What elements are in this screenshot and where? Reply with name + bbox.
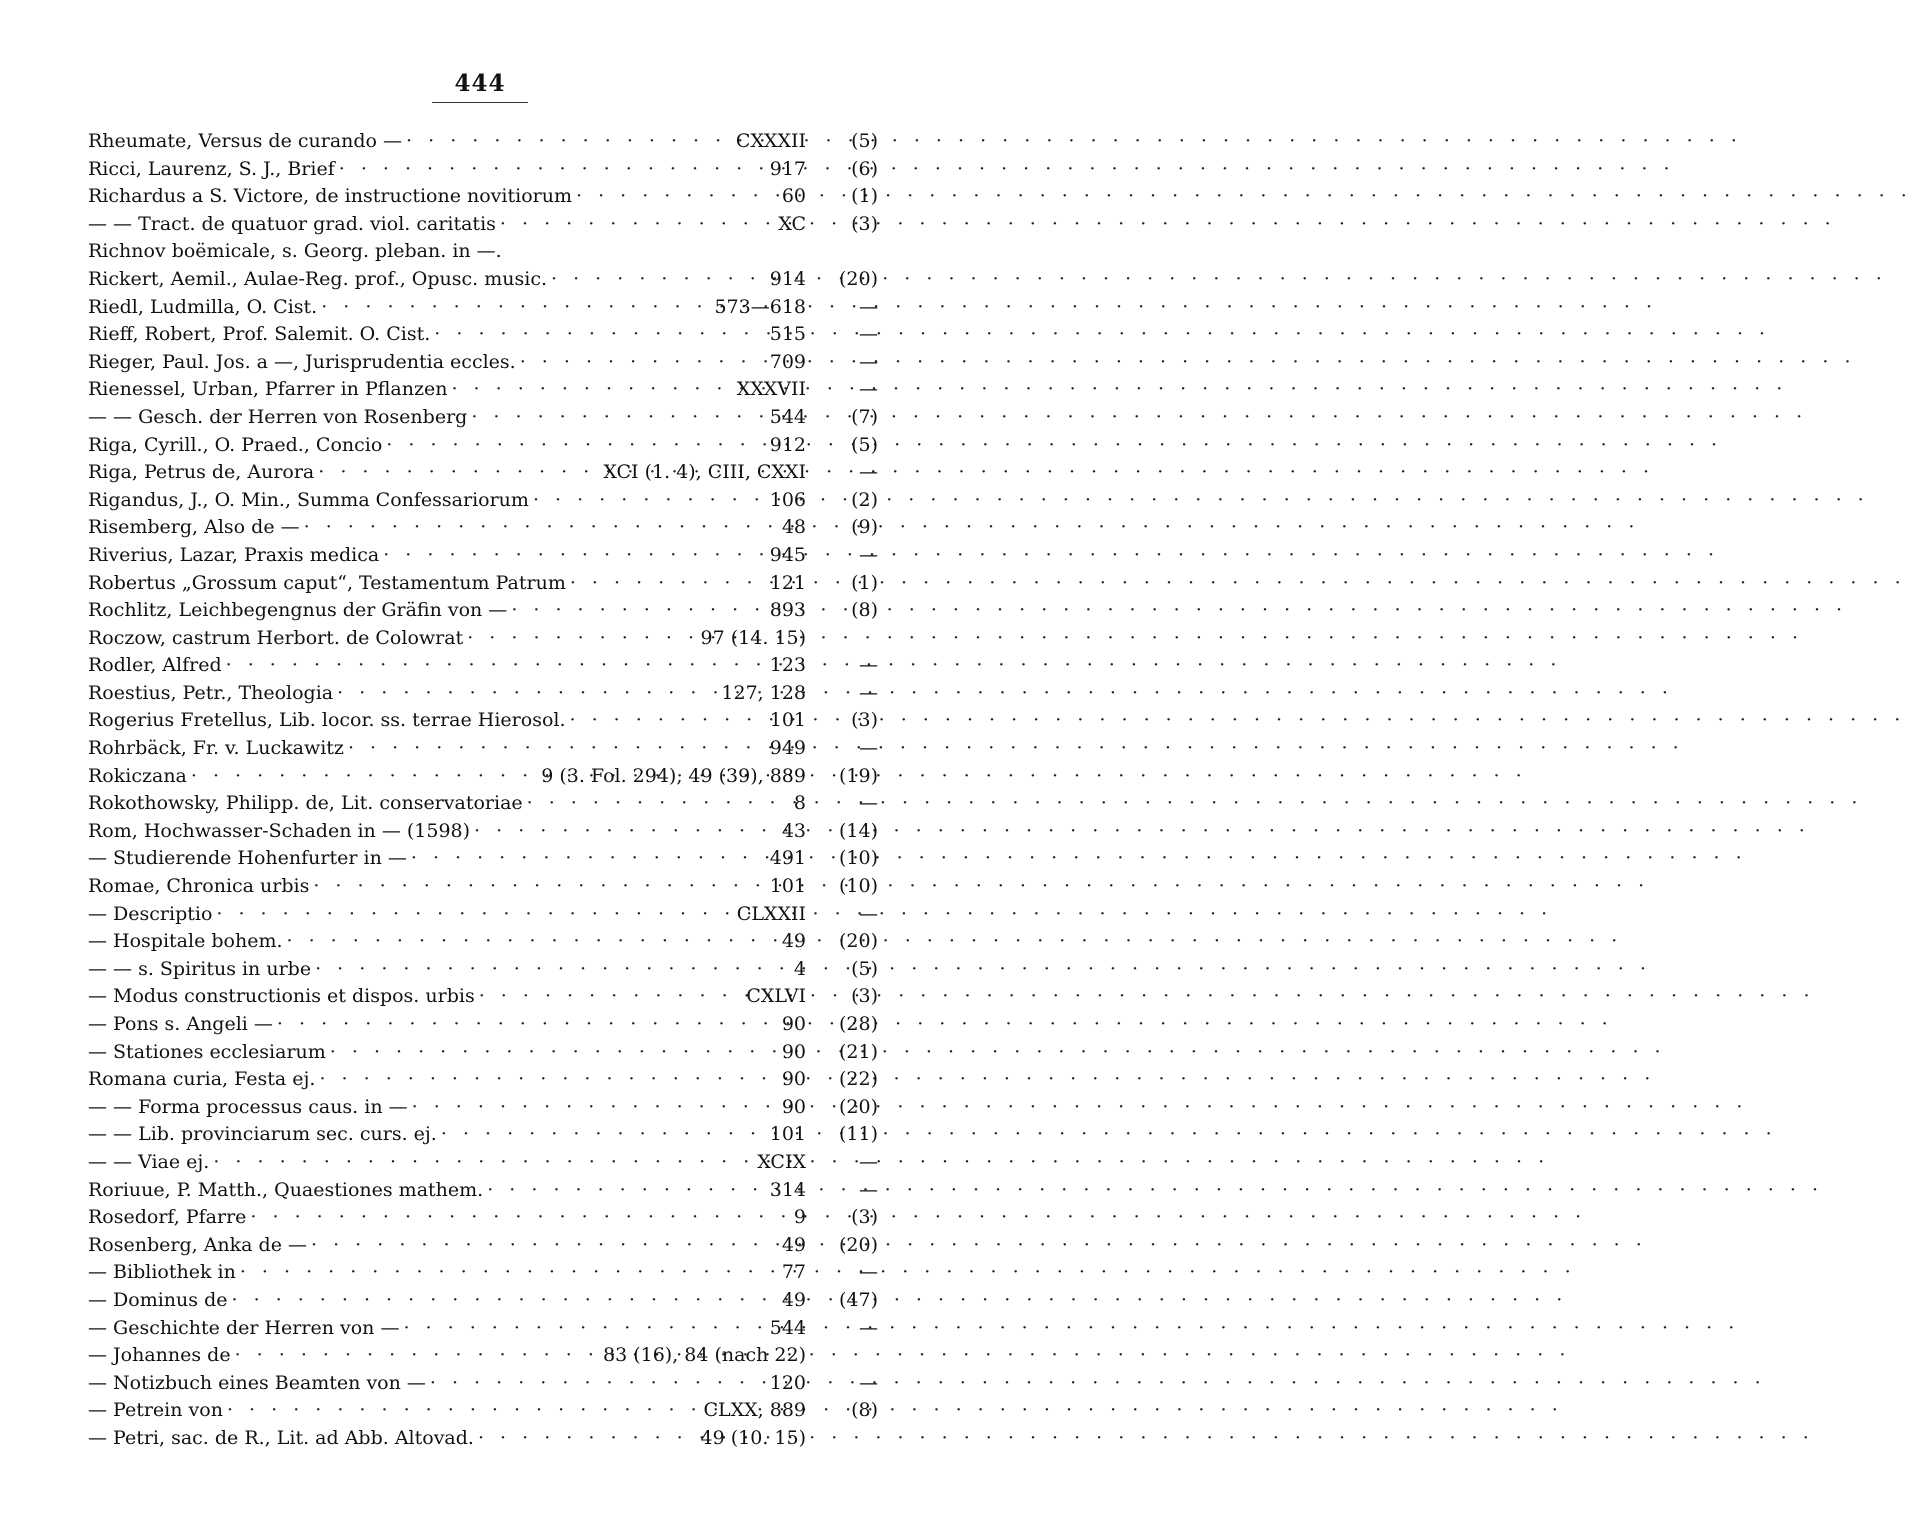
entry-heading: — — s. Spiritus in urbe — [88, 957, 312, 980]
entry-note: (9) — [851, 516, 878, 539]
entry-heading: Rosedorf, Pfarre — [88, 1206, 247, 1229]
index-entry — [88, 459, 878, 487]
leader-dots — [570, 707, 766, 735]
entry-note: (22) — [838, 1068, 878, 1091]
entry-note: (10) — [838, 847, 878, 870]
entry-heading: — Pons s. Angeli — — [88, 1013, 273, 1035]
entry-heading: Richnov boëmicale, s. Georg. pleban. in —. — [88, 240, 502, 263]
leader-dots — [527, 790, 790, 818]
index-entry — [88, 183, 878, 211]
index-entry — [88, 928, 878, 956]
entry-page-ref: 544 — [769, 1316, 806, 1339]
leader-dots — [348, 735, 766, 763]
index-entry — [88, 349, 878, 377]
index-entry — [88, 1259, 878, 1287]
leader-dots — [227, 1397, 699, 1425]
entry-note: — — [859, 681, 878, 704]
index-entry — [88, 707, 878, 735]
entry-note: — — [859, 1178, 878, 1201]
index-entry — [88, 901, 878, 929]
entry-heading: Rodler, Alfred — [88, 654, 222, 677]
entry-note: (2) — [851, 488, 878, 511]
entry-page-ref: 127, 128 — [721, 681, 806, 704]
index-entry — [88, 1287, 878, 1315]
entry-page-ref: 97 (14. 15) — [700, 626, 806, 649]
leader-dots — [533, 487, 766, 515]
entry-page-ref: 912 — [769, 433, 806, 456]
entry-page-ref: 90 — [781, 1095, 806, 1118]
entry-heading: Rosenberg, Anka de — — [88, 1233, 307, 1256]
index-entry — [88, 404, 878, 432]
entry-page-ref: 491 — [769, 847, 806, 870]
entry-heading: — Modus constructionis et dispos. urbis — [88, 985, 475, 1008]
entry-heading: Rohrbäck, Fr. v. Luckawitz — [88, 737, 344, 760]
entry-heading: — Stationes ecclesiarum — [88, 1040, 326, 1063]
entry-heading: Rieger, Paul. Jos. a —, Jurisprudentia eccles. — [88, 350, 516, 373]
entry-note: (28) — [838, 1013, 878, 1035]
entry-page-ref: XCIX — [757, 1150, 806, 1173]
index-entry — [88, 1204, 878, 1232]
index-entry — [88, 845, 878, 873]
entry-note: — — [859, 737, 878, 760]
index-entry — [88, 514, 878, 542]
entry-heading: — Studierende Hohenfurter in — — [88, 847, 407, 870]
index-entry — [88, 1066, 878, 1094]
entry-heading: Rickert, Aemil., Aulae-Reg. prof., Opusc. music. — [88, 267, 548, 290]
index-entry — [88, 128, 878, 156]
entry-heading: — Dominus de — [88, 1288, 228, 1311]
entry-page-ref: 90 — [781, 1068, 806, 1091]
entry-note: — — [859, 378, 878, 401]
entry-page-ref: 77 — [781, 1261, 806, 1284]
index-entry — [88, 1425, 878, 1453]
entry-heading: Roestius, Petr., Theologia — [88, 681, 334, 704]
leader-dots — [240, 1259, 778, 1287]
entry-note: (10) — [838, 875, 878, 898]
entry-heading: Rheumate, Versus de curando — — [88, 130, 403, 152]
entry-page-ref: 121 — [769, 571, 806, 594]
leader-dots — [318, 459, 599, 487]
entry-heading: — Hospitale bohem. — [88, 930, 283, 953]
entry-note: (8) — [851, 599, 878, 622]
index-entry — [88, 238, 878, 266]
entry-note: (14) — [838, 819, 878, 842]
entry-heading: Ricci, Laurenz, S. J., Brief — [88, 157, 335, 180]
leader-dots — [520, 349, 766, 377]
entry-page-ref: 515 — [769, 323, 806, 346]
entry-page-ref: 709 — [769, 350, 806, 373]
index-entry — [88, 542, 878, 570]
leader-dots — [500, 211, 774, 239]
index-entry — [88, 1177, 878, 1205]
entry-page-ref: XC — [778, 212, 806, 235]
entry-heading: Rom, Hochwasser-Schaden in — (1598) — [88, 819, 471, 842]
entry-page-ref: CLXXII — [736, 902, 806, 925]
index-entry — [88, 570, 878, 598]
index-entry — [88, 1039, 878, 1067]
entry-page-ref: 893 — [769, 599, 806, 622]
entry-heading: — — Tract. de quatuor grad. viol. caritatis — [88, 212, 496, 235]
index-entry — [88, 1232, 878, 1260]
index-entry — [88, 156, 878, 184]
entry-note: (19) — [838, 764, 878, 787]
entry-note: (11) — [838, 1123, 878, 1146]
leader-dots — [231, 1287, 777, 1315]
entry-page-ref: 917 — [769, 157, 806, 180]
leader-dots — [570, 570, 766, 598]
index-entry — [88, 790, 878, 818]
entry-page-ref: 106 — [769, 488, 806, 511]
entry-heading: Riga, Cyrill., O. Praed., Concio — [88, 433, 383, 456]
index-entry — [88, 873, 878, 901]
entry-note: (3) — [851, 1206, 878, 1229]
leader-dots — [412, 1094, 778, 1122]
entry-heading: Romana curia, Festa ej. — [88, 1068, 316, 1091]
leader-dots — [277, 1011, 778, 1039]
index-entry — [88, 625, 878, 653]
entry-note: (47) — [838, 1288, 878, 1311]
entry-page-ref: XXXVII — [736, 378, 806, 401]
entry-heading: Rokiczana — [88, 764, 187, 787]
entry-heading: — Descriptio — [88, 902, 213, 925]
leader-dots — [191, 763, 537, 791]
entry-page-ref: 945 — [769, 543, 806, 566]
entry-note: (20) — [838, 267, 878, 290]
entry-note: (7) — [851, 405, 878, 428]
index-entry — [88, 1094, 878, 1122]
leader-dots — [383, 542, 766, 570]
leader-dots — [478, 1425, 697, 1453]
index-entry — [88, 763, 878, 791]
entry-page-ref: 914 — [769, 267, 806, 290]
entry-note: (20) — [838, 1233, 878, 1256]
leader-dots — [487, 1177, 766, 1205]
entry-heading: Richardus a S. Victore, de instructione novitiorum — [88, 185, 572, 208]
leader-dots — [430, 1370, 766, 1398]
leader-dots — [386, 432, 765, 460]
entry-page-ref: CLXX, 889 — [703, 1399, 806, 1422]
entry-note: (5) — [851, 433, 878, 456]
entry-heading: Roriuue, P. Matth., Quaestiones mathem. — [88, 1178, 484, 1201]
leader-dots — [287, 928, 778, 956]
leader-dots — [511, 597, 765, 625]
index-entry — [88, 983, 878, 1011]
entry-heading: Rochlitz, Leichbegengnus der Gräfin von — — [88, 599, 508, 622]
entry-heading: — Petrein von — [88, 1399, 223, 1422]
entry-note: (1) — [851, 571, 878, 594]
entry-note: — — [859, 295, 878, 318]
entry-heading: Robertus „Grossum caput“, Testamentum Patrum — [88, 571, 566, 594]
leader-dots — [403, 1315, 765, 1343]
entry-note: (5) — [851, 957, 878, 980]
entry-page-ref: 949 — [769, 737, 806, 760]
entry-heading: Roczow, castrum Herbort. de Colowrat — [88, 626, 464, 649]
entry-page-ref: 9 (3. Fol. 294), 49 (39), 889 — [541, 764, 806, 787]
entry-page-ref: CXXXII — [735, 130, 806, 152]
index-entry — [88, 680, 878, 708]
entry-heading: Rigandus, J., O. Min., Summa Confessariorum — [88, 488, 529, 511]
entry-page-ref: 573—618 — [714, 295, 806, 318]
entry-note: (5) — [851, 130, 878, 152]
index-list — [88, 128, 878, 1453]
leader-dots — [330, 1039, 778, 1067]
entry-note: (20) — [838, 930, 878, 953]
leader-dots — [250, 1204, 789, 1232]
entry-note: — — [859, 1371, 878, 1394]
entry-page-ref: 101 — [769, 875, 806, 898]
entry-note: — — [859, 1261, 878, 1284]
index-entry — [88, 597, 878, 625]
leader-dots — [451, 376, 732, 404]
entry-page-ref: 83 (16), 84 (nach 22) — [603, 1344, 806, 1367]
entry-note: (6) — [851, 157, 878, 180]
index-entry — [88, 652, 878, 680]
index-entry — [88, 321, 878, 349]
index-entry — [88, 1342, 878, 1370]
entry-page-ref: 48 — [781, 516, 806, 539]
index-entry — [88, 211, 878, 239]
leader-dots — [479, 983, 743, 1011]
leader-dots — [441, 1121, 766, 1149]
leader-dots — [226, 652, 766, 680]
index-entry — [88, 487, 878, 515]
leader-dots — [311, 1232, 778, 1260]
entry-page-ref: 49 — [781, 930, 806, 953]
leader-dots — [471, 404, 765, 432]
leader-dots — [576, 183, 778, 211]
entry-heading: Rogerius Fretellus, Lib. locor. ss. terrae Hierosol. — [88, 709, 566, 732]
entry-note: (3) — [851, 212, 878, 235]
leader-dots — [313, 873, 765, 901]
leader-dots — [321, 294, 710, 322]
entry-page-ref: 4 — [793, 957, 806, 980]
index-entry — [88, 735, 878, 763]
entry-note: — — [859, 461, 878, 484]
entry-heading: — Bibliothek in — [88, 1261, 236, 1284]
entry-note: (20) — [838, 1095, 878, 1118]
leader-dots — [551, 266, 766, 294]
entry-page-ref: 60 — [781, 185, 806, 208]
index-entry — [88, 956, 878, 984]
entry-page-ref: 8 — [793, 792, 806, 815]
entry-note: — — [859, 1150, 878, 1173]
entry-page-ref: 123 — [769, 654, 806, 677]
entry-note: — — [859, 792, 878, 815]
index-entry — [88, 432, 878, 460]
entry-heading: — Johannes de — [88, 1344, 231, 1367]
index-entry — [88, 1370, 878, 1398]
index-entry — [88, 1149, 878, 1177]
entry-heading: Rienessel, Urban, Pfarrer in Pflanzen — [88, 378, 448, 401]
entry-page-ref: 544 — [769, 405, 806, 428]
leader-dots — [304, 514, 778, 542]
index-entry — [88, 1121, 878, 1149]
entry-page-ref: 49 (10. 15) — [700, 1426, 806, 1449]
entry-heading: — Geschichte der Herren von — — [88, 1316, 400, 1339]
leader-dots — [319, 1066, 777, 1094]
leader-dots — [339, 156, 766, 184]
entry-note: — — [859, 323, 878, 346]
entry-heading: Riverius, Lazar, Praxis medica — [88, 543, 380, 566]
entry-heading: — — Forma processus caus. in — — [88, 1095, 408, 1118]
leader-dots — [474, 818, 778, 846]
entry-heading: Riga, Petrus de, Aurora — [88, 461, 315, 484]
entry-note: — — [859, 543, 878, 566]
index-entry — [88, 266, 878, 294]
leader-dots — [213, 1149, 753, 1177]
entry-page-ref: 101 — [769, 709, 806, 732]
index-entry — [88, 1315, 878, 1343]
leader-dots — [216, 901, 732, 929]
entry-note: (21) — [838, 1040, 878, 1063]
entry-page-ref: 90 — [781, 1040, 806, 1063]
entry-heading: — Notizbuch eines Beamten von — — [88, 1371, 426, 1394]
entry-heading: Romae, Chronica urbis — [88, 875, 310, 898]
leader-dots — [406, 128, 732, 156]
index-entry — [88, 1397, 878, 1425]
leader-dots — [467, 625, 696, 653]
leader-dots — [411, 845, 766, 873]
entry-heading: — — Lib. provinciarum sec. curs. ej. — [88, 1123, 437, 1146]
entry-heading: — — Gesch. der Herren von Rosenberg — [88, 405, 468, 428]
leader-dots — [337, 680, 717, 708]
entry-page-ref: 49 — [781, 1288, 806, 1311]
entry-heading: Risemberg, Also de — — [88, 516, 300, 539]
entry-heading: Riedl, Ludmilla, O. Cist. — [88, 295, 318, 318]
entry-note: (3) — [851, 709, 878, 732]
entry-heading: Rokothowsky, Philipp. de, Lit. conservatoriae — [88, 792, 523, 815]
index-entry — [88, 294, 878, 322]
entry-page-ref: 90 — [781, 1013, 806, 1035]
entry-page-ref: XCI (1. 4), CIII, CXXI — [603, 461, 806, 484]
entry-note: (8) — [851, 1399, 878, 1422]
entry-heading: — — Viae ej. — [88, 1150, 210, 1173]
entry-heading: Rieff, Robert, Prof. Salemit. O. Cist. — [88, 323, 431, 346]
leader-dots — [434, 321, 765, 349]
page-number-rule — [432, 102, 528, 103]
entry-page-ref: 314 — [769, 1178, 806, 1201]
entry-page-ref: 101 — [769, 1123, 806, 1146]
entry-page-ref: 9 — [793, 1206, 806, 1229]
entry-note: (1) — [851, 185, 878, 208]
page-number: 444 — [454, 70, 506, 97]
entry-page-ref: 120 — [769, 1371, 806, 1394]
index-entry — [88, 818, 878, 846]
leader-dots — [315, 956, 790, 984]
entry-note: — — [859, 902, 878, 925]
entry-page-ref: CXLVI — [746, 985, 806, 1008]
entry-note: (3) — [851, 985, 878, 1008]
index-entry — [88, 1011, 878, 1039]
leader-dots — [235, 1342, 599, 1370]
entry-note: — — [859, 654, 878, 677]
entry-note: — — [859, 350, 878, 373]
entry-note: — — [859, 1316, 878, 1339]
index-entry — [88, 376, 878, 404]
entry-page-ref: 49 — [781, 1233, 806, 1256]
entry-heading: — Petri, sac. de R., Lit. ad Abb. Altovad. — [88, 1426, 474, 1449]
entry-page-ref: 43 — [781, 819, 806, 842]
